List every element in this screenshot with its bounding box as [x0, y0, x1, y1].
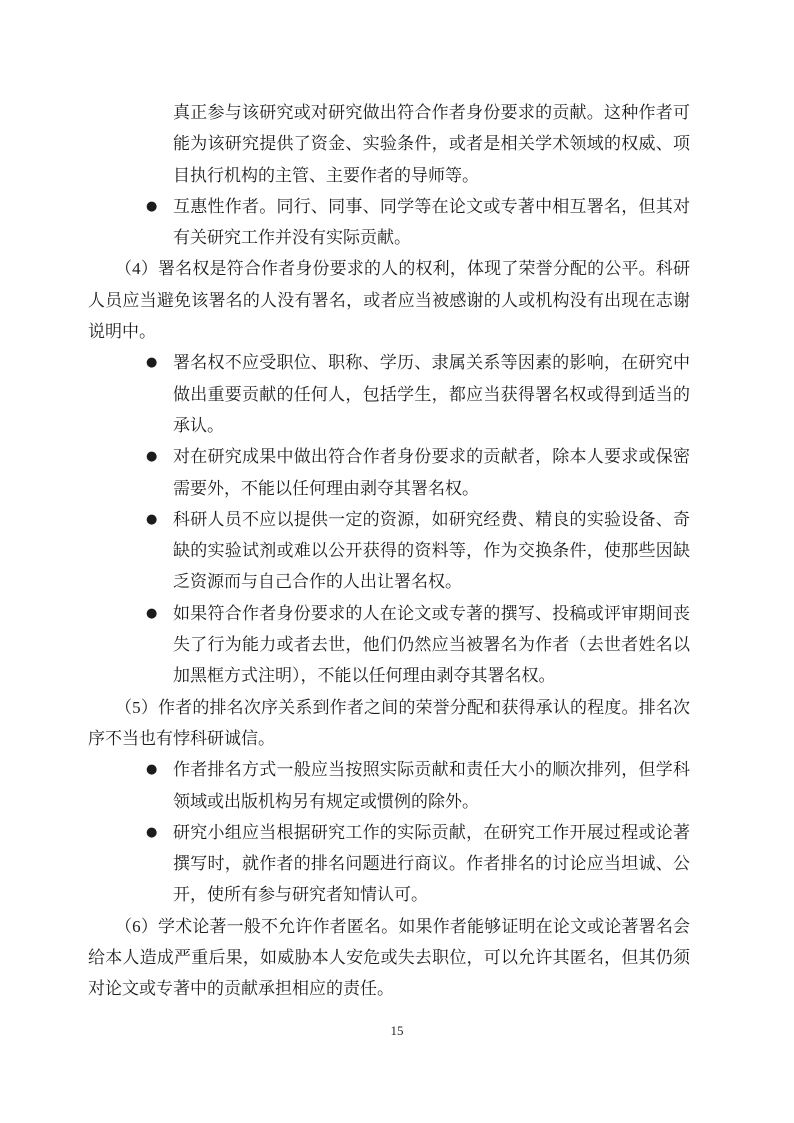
bullet-item — [88, 754, 690, 817]
paragraph-4: （4）署名权是符合作者身份要求的人的权利，体现了荣誉分配的公平。科研人员应当避免该署名的人没有署名，或者应当被感谢的人或机构没有出现在志谢说明中。 — [88, 259, 690, 342]
page-number: 15 — [390, 1023, 404, 1038]
bullet-item — [88, 504, 690, 598]
bullet-item — [88, 441, 690, 504]
paragraph-6: （6）学术论著一般不允许作者匿名。如果作者能够证明在论文或论著署名会给本人造成严重后果，如威胁本人安危或失去职位，可以允许其匿名，但其仍须对论文或专著中的贡献承担相应的责任。 — [88, 916, 690, 999]
bullet-item — [88, 598, 690, 692]
paragraph-continuation: 真正参与该研究或对研究做出符合作者身份要求的贡献。这种作者可能为该研究提供了资金、实验条件，或者是相关学术领域的权威、项目执行机构的主管、主要作者的导师等。 — [173, 103, 690, 185]
bullet-icon: ● — [146, 198, 158, 214]
bullet-icon: ● — [146, 605, 158, 621]
bullet-icon: ● — [146, 449, 158, 465]
bullet-item — [88, 817, 690, 911]
bullet-icon: ● — [146, 355, 158, 371]
bullet-text: 作者排名方式一般应当按照实际贡献和责任大小的顺次排列，但学科领域或出版机构另有规定或惯例的除外。 — [173, 760, 690, 811]
bullet-icon: ● — [146, 762, 158, 778]
bullet-text: 对在研究成果中做出符合作者身份要求的贡献者，除本人要求或保密需要外，不能以任何理由剥夺其署名权。 — [173, 447, 690, 498]
paragraph-5: （5）作者的排名次序关系到作者之间的荣誉分配和获得承认的程度。排名次序不当也有悖科研诚信。 — [88, 697, 690, 748]
bullet-text: 署名权不应受职位、职称、学历、隶属关系等因素的影响，在研究中做出重要贡献的任何人，包括学生，都应当获得署名权或得到适当的承认。 — [173, 353, 690, 435]
bullet-text: 研究小组应当根据研究工作的实际贡献，在研究工作开展过程或论著撰写时，就作者的排名问题进行商议。作者排名的讨论应当坦诚、公开，使所有参与研究者知情认可。 — [173, 822, 690, 905]
bullet-text: 科研人员不应以提供一定的资源，如研究经费、精良的实验设备、奇缺的实验试剂或难以公开获得的资料等，作为交换条件，使那些因缺乏资源而与自己合作的人出让署名权。 — [173, 509, 690, 592]
bullet-text: 互惠性作者。同行、同事、同学等在论文或专著中相互署名，但其对有关研究工作并没有实际贡献。 — [173, 196, 690, 248]
bullet-item — [88, 191, 690, 254]
bullet-text: 如果符合作者身份要求的人在论文或专著的撰写、投稿或评审期间丧失了行为能力或者去世，他们仍然应当被署名为作者（去世者姓名以加黑框方式注明），不能以任何理由剥夺其署名权。 — [173, 603, 690, 686]
bullet-item — [88, 347, 690, 441]
bullet-icon: ● — [146, 511, 158, 527]
bullet-icon: ● — [146, 824, 158, 840]
page-footer — [0, 1022, 794, 1039]
page-body — [88, 97, 690, 1005]
